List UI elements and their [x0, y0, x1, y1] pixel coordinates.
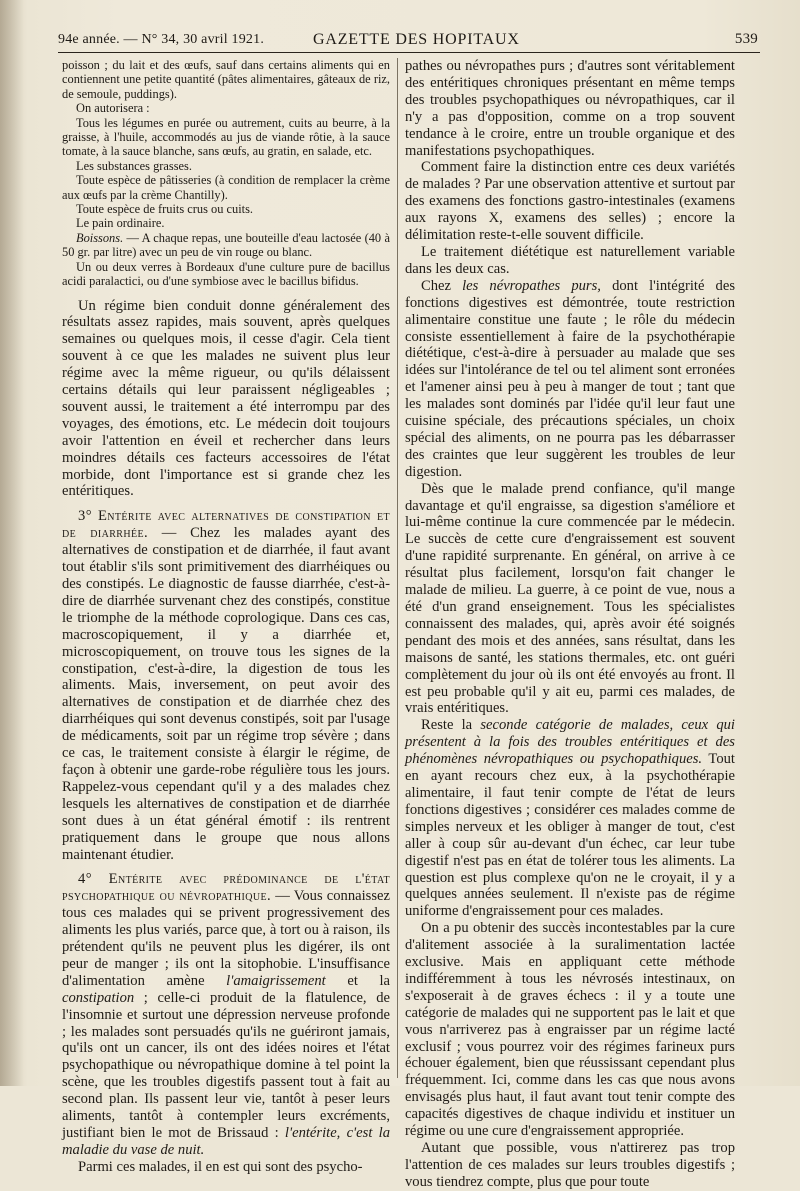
diet-paragraph: Un ou deux verres à Bordeaux d'une culture pure de bacillus acidi paralactici, ou d'une symbiose avec le bacillus bifidus. [62, 259, 390, 289]
paragraph-distinction: Comment faire la distinction entre ces deux variétés de malades ? Par une observation attentive et surtout par des examens des fonctions gastro-intestinales (examens aux rayons X, examens des selles) ; encore la délimitation reste-t-elle souvent difficile. [405, 159, 735, 244]
diet-paragraph: poisson ; du lait et des œufs, sauf dans certains aliments qui en contiennent une petite quantité (pâtes alimentaires, gâteaux de riz, de semoule, puddings). [62, 58, 390, 101]
paragraph-text: Reste la [421, 717, 481, 734]
brissaud-quote: l'entérite, c'est la maladie du vase de nuit. [62, 1125, 390, 1158]
paragraph-text: Chez [421, 277, 463, 294]
paragraph-text: dont l'intégrité des fonctions digestives est démontrée, toute restriction alimentaire constitue une faute ; le rôle du médecin consiste essentiellement à faire de la psychothérapie diététique, c'est-à-dire à persuader au malade que ses idées sur l'intolérance de tel ou tel aliment sont erronées et l'amener ainsi peu à peu à manger de tout ; tant que les malades sont dominés par l'idée qu'il leur faut une cuisine spéciale, des précautions spéciales, un choix spécial des aliments, on ne pourra pas les débarrasser des craintes que leur suggèrent les troubles de leur digestion. [405, 277, 736, 480]
diet-list [62, 58, 390, 289]
boissons-text: — A chaque repas, une bouteille d'eau lactosée (40 à 50 gr. par litre) avec un peu de vin rouge ou blanc. [62, 230, 390, 260]
paragraph-emphasis: seconde catégorie de malades, ceux qui présentent à la fois des troubles entéritiques et des phénomènes névropathiques ou psychopathiques. [405, 717, 735, 768]
section-3-text: — Chez les malades ayant des alternatives de constipation et de diarrhée, il faut avant tout établir s'ils sont primitivement des diarrhéiques ou des constipés. Le diagnostic de fausse diarrhée, c'est-à-dire de diarrhée survenant chez des constipés, constitue le triomphe de la méthode coprologique. Dans ces cas, macroscopiquement, il y a diarrhée et, microscopiquement, on trouve tous les signes de la constipation, c'est-à-dire, la digestion de tous les aliments. Mais, inversement, on peut avoir des alternatives de constipation et de diarrhée chez des diarrhéiques qui sont devenus constipés, soit par l'usage de médicaments, soit par un régime trop sévère ; dans ce cas, le traitement consiste à élargir le régime, de façon à obtenir une garde-robe régulière tous les jours. Rappelez-vous cependant qu'il y a des malades chez lesquels les alternatives de constipation et de diarrhée sont dues à un état général émotif : ils rentrent pratiquement dans le groupe que nous allons maintenant étudier. [62, 525, 390, 863]
left-column [62, 58, 390, 1176]
paragraph-continued: pathes ou névropathes purs ; d'autres sont véritablement des entéritiques chroniques présentant en même temps des troubles psychopathiques ou névropathiques, car il n'y a pas d'opposition, comme on a trop souvent tendance à le croire, entre un trouble organique et des manifestations psychopathiques. [405, 58, 735, 159]
section-4-text: ; celle-ci produit de la flatulence, de l'insomnie et surtout une dépression nerveuse profonde ; les malades sont persuadés qu'ils ne guériront jamais, qu'ils ont un cancer, ils ont des idées noires et l'état psychopathique ou névropathique domine à tel point la scène, que les troubles digestifs passent tout à fait au second plan. Ils passent leur vie, tantôt à peser leurs aliments, tantôt à contempler leurs excréments, justifiant bien le mot de Brissaud : [62, 989, 390, 1141]
diet-paragraph: Toute espèce de fruits crus ou cuits. [76, 202, 254, 217]
column-divider [397, 58, 398, 1078]
body-text-left [62, 298, 390, 1176]
diet-paragraph: Les substances grasses. [76, 158, 192, 173]
paragraph-seconde-categorie [405, 717, 735, 920]
paragraph-nevropathes [405, 278, 735, 481]
paragraph-traitement: Le traitement diététique est naturellement variable dans les deux cas. [405, 243, 735, 277]
diet-paragraph: Toute espèce de pâtisseries (à condition de remplacer la crème aux œufs par la crème Chantilly). [62, 173, 390, 202]
header-rule [58, 52, 760, 53]
section-3 [62, 508, 390, 863]
section-4-text: et la [325, 972, 390, 989]
diet-paragraph: Le pain ordinaire. [76, 216, 165, 231]
paragraph-regime: Un régime bien conduit donne généralement des résultats assez rapides, mais souvent, après quelques semaines ou quelques mois, il cesse d'agir. Cela tient souvent à ce que les malades ne suivent plus leur régime avec la même rigueur, ou qu'ils délaissent certains détails qui leur paraissent négligeables ; souvent aussi, le traitement a été interrompu par des voyages, des émotions, etc. Le médecin doit toujours avoir l'attention en éveil et rechercher dans leurs moindres détails ces facteurs accessoires de l'état morbide, dont l'importance est si grande chez les entéritiques. [62, 297, 390, 500]
section-4-emphasis: constipation [62, 989, 135, 1006]
section-4-heading: 4° Entérite avec prédominance de l'état psychopathique ou névropathique. [62, 871, 390, 905]
paragraph-text: Tout en ayant recours chez eux, à la psychothérapie alimentaire, il faut tenir compte de l'état de leurs fonctions digestives ; considérer ces malades comme de simples nerveux et les obliger à manger de tout, c'est aller à coup sûr au-devant d'un échec, car leur tube digestif n'est pas en état de tolérer tous les aliments. La question est plus complexe qu'on ne le croyait, il y a quelques années seulement. Il n'existe pas de régime uniforme d'engraissement pour ces malades. [405, 751, 735, 920]
paragraph-last-right: Autant que possible, vous n'attirerez pas trop l'attention de ces malades sur leurs troubles digestifs ; vous tiendrez compte, plus que pour toute [405, 1140, 735, 1190]
issue-info: 94e année. — N° 34, 30 avril 1921. [58, 32, 265, 47]
paragraph-last-left: Parmi ces malades, il en est qui sont des psycho- [78, 1158, 363, 1175]
page-number: 539 [734, 31, 758, 47]
running-head [58, 28, 770, 52]
section-4-emphasis: l'amaigrissement [226, 972, 326, 989]
diet-paragraph: On autorisera : [76, 101, 150, 116]
right-column [405, 58, 735, 1191]
binding-shadow [0, 0, 24, 1086]
diet-paragraph: Tous les légumes en purée ou autrement, cuits au beurre, à la graisse, à l'huile, accommodés au jus de viande rôtie, à la sauce tomate, à la sauce blanche, sans œufs, au gratin, en salade, etc. [62, 115, 390, 159]
section-4 [62, 871, 390, 1158]
paragraph-alitement: On a pu obtenir des succès incontestables par la cure d'alitement associée à la suralimentation lactée exclusive. Mais en appliquant cette méthode indifféremment à tous les névrosés intestinaux, on s'exposerait à de graves échecs : il y a toute une catégorie de malades qui ne supportent pas le lait et que vous n'arriverez pas à engraisser par un régime lacté exclusif ; vous pourrez voir des régimes farineux purs échouer également, bien que réussissant cependant plus fréquemment. Ici, comme dans les cas que nous avons envisagés plus haut, il faut avant tout tenir compte des capacités digestives de chaque individu et instituer un régime ou une cure d'engraissement appropriée. [405, 920, 735, 1140]
section-4-text: — Vous connaissez tous ces malades qui se privent progressivement des aliments les plus variés, parce que, à tort ou à raison, ils prétendent qu'ils ne peuvent plus les digérer, ils ont peur de manger ; ils ont la sitophobie. L'insuffisance d'alimentation amène [62, 888, 390, 989]
boissons-label: Boissons. [76, 230, 124, 245]
paragraph-confiance: Dès que le malade prend confiance, qu'il mange davantage et qu'il engraisse, sa digestion s'améliore et lui-même continue la cure commencée par le médecin. Le succès de cette cure d'engraissement est souvent d'une rapidité surprenante. En général, on arrive à ce résultat plus facilement, lorsqu'on fait changer le malade de milieu. La guerre, à ce point de vue, nous a été d'un grand enseignement. Tous les spécialistes connaissent des malades, qui, après avoir été soignés pendant des mois et des années, sans résultat, dans les maisons de santé, les stations thermales, etc. ont guéri complètement du jour où ils ont été envoyés au front. Il est peu probable qu'il y ait eu, parmi ces malades, de vrais entéritiques. [405, 480, 735, 717]
journal-title: GAZETTE DES HOPITAUX [313, 31, 520, 48]
boissons-paragraph [62, 231, 390, 260]
section-3-heading: 3° Entérite avec alternatives de constipation et de diarrhée. [62, 508, 390, 542]
paragraph-emphasis: les névropathes purs, [462, 277, 601, 294]
